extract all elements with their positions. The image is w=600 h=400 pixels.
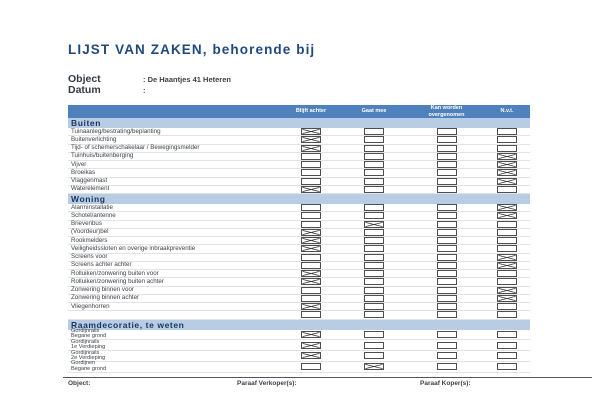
row-label: (Voordeur)bel xyxy=(71,228,109,236)
empty-checkbox xyxy=(437,145,457,152)
check-cell xyxy=(283,161,339,168)
checked-checkbox xyxy=(497,212,517,219)
check-cell xyxy=(409,221,484,228)
checked-checkbox xyxy=(301,352,321,359)
empty-checkbox xyxy=(497,245,517,252)
empty-checkbox xyxy=(364,352,384,359)
check-cell xyxy=(339,278,409,285)
check-cell xyxy=(339,128,409,135)
table-row xyxy=(68,204,530,212)
row-label-line1: Gordijnen xyxy=(71,360,96,367)
object-label: Object xyxy=(68,73,101,85)
checked-checkbox xyxy=(301,237,321,244)
empty-checkbox xyxy=(301,287,321,294)
checked-checkbox xyxy=(301,278,321,285)
checked-checkbox xyxy=(497,262,517,269)
empty-checkbox xyxy=(364,229,384,236)
check-cell xyxy=(484,169,530,176)
empty-checkbox xyxy=(437,221,457,228)
checked-checkbox xyxy=(301,136,321,143)
empty-checkbox xyxy=(497,186,517,193)
check-cell xyxy=(409,229,484,236)
row-label-line1: Gordijnrails xyxy=(71,338,100,345)
object-row xyxy=(68,73,231,84)
empty-checkbox xyxy=(364,295,384,302)
row-label xyxy=(68,351,283,361)
empty-checkbox xyxy=(497,145,517,152)
section-header: Woning xyxy=(68,194,530,204)
empty-checkbox xyxy=(301,161,321,168)
row-label-line2: Begane grond xyxy=(71,333,107,340)
empty-checkbox xyxy=(497,331,517,338)
table-row xyxy=(68,362,530,373)
check-cell xyxy=(339,262,409,269)
check-cell xyxy=(283,128,339,135)
check-cell xyxy=(409,204,484,211)
check-cell xyxy=(339,178,409,185)
check-cell xyxy=(339,204,409,211)
row-label: Rookmelders xyxy=(71,236,108,244)
check-cell xyxy=(409,169,484,176)
check-cell xyxy=(409,303,484,310)
check-cell xyxy=(484,128,530,135)
empty-checkbox xyxy=(437,262,457,269)
empty-checkbox xyxy=(437,270,457,277)
row-label: Vijver xyxy=(71,160,87,168)
empty-checkbox xyxy=(301,363,321,370)
check-cell xyxy=(484,186,530,193)
empty-checkbox xyxy=(497,311,517,318)
column-header-label: N.v.t. xyxy=(500,108,514,115)
check-cell xyxy=(339,153,409,160)
empty-checkbox xyxy=(364,287,384,294)
table-body xyxy=(68,118,530,373)
table-row xyxy=(68,169,530,177)
check-cell xyxy=(409,295,484,302)
empty-checkbox xyxy=(364,153,384,160)
table-header-bar xyxy=(68,105,530,118)
check-cell xyxy=(484,331,530,338)
check-cell xyxy=(409,245,484,252)
check-cell xyxy=(283,342,339,349)
empty-checkbox xyxy=(301,169,321,176)
check-cell xyxy=(339,221,409,228)
check-cell xyxy=(339,342,409,349)
check-cell xyxy=(283,262,339,269)
check-cell xyxy=(339,212,409,219)
check-cell xyxy=(283,363,339,370)
row-label-line2: 2e Verdieping xyxy=(71,354,106,361)
empty-checkbox xyxy=(437,186,457,193)
footer-paraaf-verkoper-label: Paraaf Verkoper(s): xyxy=(237,380,297,387)
checked-checkbox xyxy=(364,221,384,228)
empty-checkbox xyxy=(497,237,517,244)
empty-checkbox xyxy=(301,153,321,160)
empty-checkbox xyxy=(437,311,457,318)
check-cell xyxy=(409,342,484,349)
row-label: Zonwering binnen achter xyxy=(71,294,140,302)
column-header-label: Kan worden overgenomen xyxy=(428,105,465,118)
empty-checkbox xyxy=(301,311,321,318)
empty-checkbox xyxy=(364,204,384,211)
check-cell xyxy=(339,295,409,302)
section-header: Buiten xyxy=(68,118,530,128)
empty-checkbox xyxy=(301,262,321,269)
check-cell xyxy=(409,287,484,294)
check-cell xyxy=(409,153,484,160)
check-cell xyxy=(339,254,409,261)
table-row xyxy=(68,212,530,220)
object-value: : De Haantjes 41 Heteren xyxy=(143,75,231,84)
table-row xyxy=(68,262,530,270)
checked-checkbox xyxy=(497,254,517,261)
row-label xyxy=(68,329,283,339)
row-label-line2: 1e Verdieping xyxy=(71,344,106,351)
empty-checkbox xyxy=(364,303,384,310)
check-cell xyxy=(484,303,530,310)
empty-checkbox xyxy=(301,212,321,219)
table-row xyxy=(68,295,530,303)
check-cell xyxy=(484,311,530,318)
check-cell xyxy=(484,245,530,252)
empty-checkbox xyxy=(364,136,384,143)
table-row xyxy=(68,128,530,136)
row-label: Tuinaanleg/bestrating/beplanting xyxy=(71,127,161,135)
empty-checkbox xyxy=(437,178,457,185)
datum-row xyxy=(68,84,231,95)
empty-checkbox xyxy=(437,342,457,349)
check-cell xyxy=(283,254,339,261)
empty-checkbox xyxy=(437,278,457,285)
check-cell xyxy=(283,352,339,359)
row-label: Veiligheidssloten en overige inbraakpreventie xyxy=(71,244,196,252)
empty-checkbox xyxy=(437,237,457,244)
empty-checkbox xyxy=(364,237,384,244)
column-header-label: Blijft achter xyxy=(295,108,327,115)
empty-checkbox xyxy=(437,245,457,252)
row-label xyxy=(68,361,283,371)
empty-checkbox xyxy=(437,295,457,302)
table-row xyxy=(68,254,530,262)
check-cell xyxy=(409,145,484,152)
check-cell xyxy=(339,287,409,294)
check-cell xyxy=(484,204,530,211)
row-label: Waterelement xyxy=(71,185,110,193)
check-cell xyxy=(484,229,530,236)
table-row xyxy=(68,186,530,194)
column-header-blijft-achter xyxy=(283,105,339,118)
empty-checkbox xyxy=(437,212,457,219)
checked-checkbox xyxy=(301,303,321,310)
check-cell xyxy=(484,270,530,277)
row-label-line1: Gordijnrails xyxy=(71,328,100,335)
empty-checkbox xyxy=(437,331,457,338)
empty-checkbox xyxy=(364,262,384,269)
row-label: Screens achter achter xyxy=(71,261,132,269)
empty-checkbox xyxy=(437,169,457,176)
empty-checkbox xyxy=(301,295,321,302)
check-cell xyxy=(484,352,530,359)
check-cell xyxy=(283,212,339,219)
table-row xyxy=(68,145,530,153)
check-cell xyxy=(283,169,339,176)
empty-checkbox xyxy=(437,136,457,143)
checked-checkbox xyxy=(301,128,321,135)
empty-checkbox xyxy=(364,342,384,349)
table-row xyxy=(68,270,530,278)
label-column-spacer xyxy=(68,105,283,118)
check-cell xyxy=(409,161,484,168)
empty-checkbox xyxy=(437,229,457,236)
check-cell xyxy=(339,352,409,359)
check-cell xyxy=(283,237,339,244)
checked-checkbox xyxy=(301,186,321,193)
check-cell xyxy=(409,178,484,185)
empty-checkbox xyxy=(364,178,384,185)
empty-checkbox xyxy=(497,352,517,359)
check-cell xyxy=(409,237,484,244)
check-cell xyxy=(409,363,484,370)
check-cell xyxy=(339,237,409,244)
page-footer xyxy=(63,377,592,394)
column-header-gaat-mee xyxy=(339,105,409,118)
empty-checkbox xyxy=(301,221,321,228)
check-cell xyxy=(339,245,409,252)
check-cell xyxy=(484,136,530,143)
check-cell xyxy=(484,278,530,285)
datum-value: : xyxy=(143,86,146,95)
check-cell xyxy=(283,311,339,318)
row-label: Tijd- of schemerschakelaar / Bewegingsmelder xyxy=(71,144,200,152)
checked-checkbox xyxy=(364,363,384,370)
table-row xyxy=(68,245,530,253)
check-cell xyxy=(339,169,409,176)
page-title: LIJST VAN ZAKEN, behorende bij xyxy=(68,42,316,57)
check-cell xyxy=(484,363,530,370)
empty-checkbox xyxy=(364,278,384,285)
row-label: Broeikas xyxy=(71,168,96,176)
check-cell xyxy=(484,295,530,302)
table-row xyxy=(68,330,530,341)
empty-checkbox xyxy=(497,270,517,277)
check-cell xyxy=(409,311,484,318)
empty-checkbox xyxy=(437,352,457,359)
check-cell xyxy=(339,363,409,370)
table-row xyxy=(68,340,530,351)
empty-checkbox xyxy=(301,254,321,261)
empty-checkbox xyxy=(301,204,321,211)
empty-checkbox xyxy=(497,136,517,143)
check-cell xyxy=(283,204,339,211)
check-cell xyxy=(484,287,530,294)
checked-checkbox xyxy=(497,295,517,302)
items-table xyxy=(68,105,530,373)
check-cell xyxy=(409,186,484,193)
empty-checkbox xyxy=(364,128,384,135)
row-label: Schotel/antenne xyxy=(71,211,116,219)
empty-checkbox xyxy=(364,331,384,338)
check-cell xyxy=(283,186,339,193)
check-cell xyxy=(484,342,530,349)
row-label: Buitenverlichting xyxy=(71,135,117,143)
empty-checkbox xyxy=(497,221,517,228)
row-label: Rolluiken/zonwering buiten achter xyxy=(71,277,164,285)
empty-checkbox xyxy=(497,363,517,370)
check-cell xyxy=(283,221,339,228)
empty-checkbox xyxy=(364,169,384,176)
check-cell xyxy=(339,186,409,193)
empty-checkbox xyxy=(364,161,384,168)
empty-checkbox xyxy=(301,178,321,185)
check-cell xyxy=(283,270,339,277)
empty-checkbox xyxy=(437,161,457,168)
empty-checkbox xyxy=(364,254,384,261)
column-header-label: Gaat mee xyxy=(361,108,387,115)
checked-checkbox xyxy=(497,161,517,168)
table-row xyxy=(68,221,530,229)
check-cell xyxy=(409,278,484,285)
row-label: Vlaggenmast xyxy=(71,177,108,185)
empty-checkbox xyxy=(364,212,384,219)
check-cell xyxy=(484,178,530,185)
checked-checkbox xyxy=(301,245,321,252)
check-cell xyxy=(484,161,530,168)
table-row xyxy=(68,153,530,161)
check-cell xyxy=(339,331,409,338)
empty-checkbox xyxy=(437,254,457,261)
column-header-nvt xyxy=(484,105,530,118)
check-cell xyxy=(409,254,484,261)
table-row xyxy=(68,178,530,186)
check-cell xyxy=(484,221,530,228)
footer-object-label: Object: xyxy=(68,380,91,387)
table-row xyxy=(68,161,530,169)
empty-checkbox xyxy=(437,128,457,135)
check-cell xyxy=(339,270,409,277)
datum-label: Datum xyxy=(68,84,101,96)
check-cell xyxy=(283,136,339,143)
checked-checkbox xyxy=(497,204,517,211)
meta-block xyxy=(68,73,231,95)
table-row xyxy=(68,311,530,319)
row-label: Rolluiken/zonwering buiten voor xyxy=(71,269,159,277)
table-row xyxy=(68,229,530,237)
checked-checkbox xyxy=(497,169,517,176)
check-cell xyxy=(484,212,530,219)
check-cell xyxy=(409,136,484,143)
row-label: Screens voor xyxy=(71,253,108,261)
check-cell xyxy=(339,311,409,318)
check-cell xyxy=(409,331,484,338)
check-cell xyxy=(484,254,530,261)
table-row xyxy=(68,278,530,286)
empty-checkbox xyxy=(497,278,517,285)
row-label: Alarminstallatie xyxy=(71,203,113,211)
empty-checkbox xyxy=(497,342,517,349)
section-header: Raamdecoratie, te weten xyxy=(68,320,530,330)
check-cell xyxy=(339,161,409,168)
check-cell xyxy=(283,145,339,152)
check-cell xyxy=(409,352,484,359)
check-cell xyxy=(339,145,409,152)
check-cell xyxy=(283,153,339,160)
empty-checkbox xyxy=(437,153,457,160)
empty-checkbox xyxy=(497,128,517,135)
checked-checkbox xyxy=(301,145,321,152)
check-cell xyxy=(484,145,530,152)
check-cell xyxy=(283,331,339,338)
checked-checkbox xyxy=(301,342,321,349)
check-cell xyxy=(339,229,409,236)
table-row xyxy=(68,303,530,311)
table-row xyxy=(68,237,530,245)
checked-checkbox xyxy=(301,229,321,236)
checked-checkbox xyxy=(301,331,321,338)
check-cell xyxy=(409,270,484,277)
check-cell xyxy=(283,178,339,185)
check-cell xyxy=(339,303,409,310)
empty-checkbox xyxy=(437,303,457,310)
check-cell xyxy=(283,295,339,302)
check-cell xyxy=(339,136,409,143)
row-label-line2: Begane grond xyxy=(71,365,107,372)
empty-checkbox xyxy=(437,363,457,370)
row-label-line1: Gordijnrails xyxy=(71,349,100,356)
checked-checkbox xyxy=(301,270,321,277)
empty-checkbox xyxy=(364,145,384,152)
check-cell xyxy=(409,128,484,135)
footer-paraaf-koper-label: Paraaf Koper(s): xyxy=(420,380,471,387)
checked-checkbox xyxy=(497,178,517,185)
check-cell xyxy=(484,262,530,269)
check-cell xyxy=(283,303,339,310)
empty-checkbox xyxy=(437,204,457,211)
check-cell xyxy=(283,229,339,236)
check-cell xyxy=(283,278,339,285)
checked-checkbox xyxy=(497,153,517,160)
empty-checkbox xyxy=(437,287,457,294)
check-cell xyxy=(484,237,530,244)
check-cell xyxy=(409,212,484,219)
row-label: Vliegenhorren xyxy=(71,302,110,310)
check-cell xyxy=(409,262,484,269)
empty-checkbox xyxy=(364,186,384,193)
row-label xyxy=(68,340,283,350)
column-header-kan-worden-overgenomen xyxy=(409,105,484,118)
checked-checkbox xyxy=(497,287,517,294)
check-cell xyxy=(283,287,339,294)
row-label: Zonwering binnen voor xyxy=(71,286,134,294)
row-label: Tuinhuis/buitenberging xyxy=(71,152,134,160)
empty-checkbox xyxy=(364,245,384,252)
check-cell xyxy=(484,153,530,160)
check-cell xyxy=(283,245,339,252)
empty-checkbox xyxy=(497,229,517,236)
table-row xyxy=(68,351,530,362)
empty-checkbox xyxy=(364,270,384,277)
empty-checkbox xyxy=(364,311,384,318)
empty-checkbox xyxy=(497,303,517,310)
row-label: Brievenbus xyxy=(71,220,102,228)
